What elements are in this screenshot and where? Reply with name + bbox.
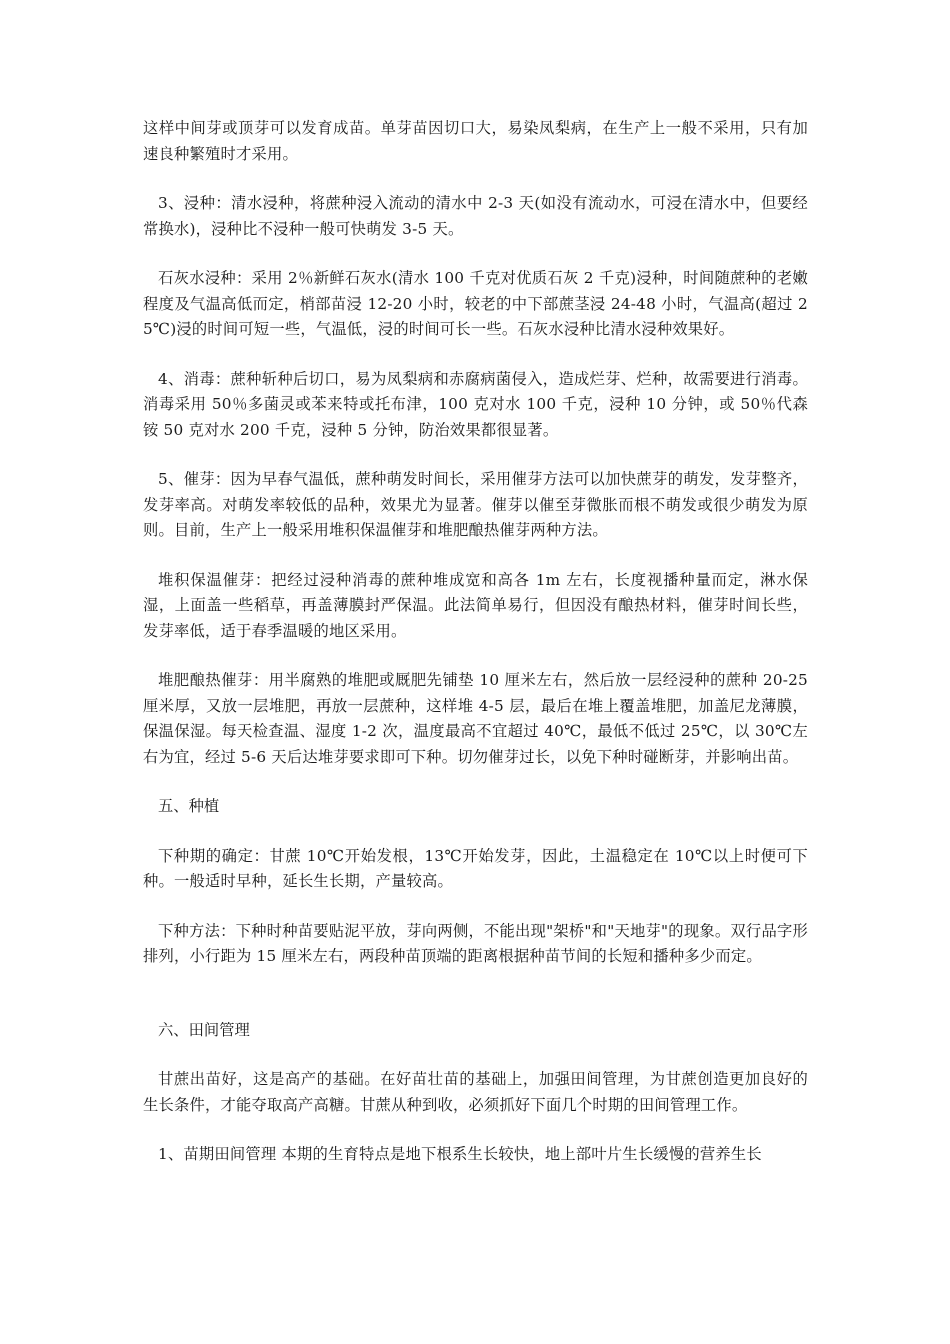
paragraph-disinfection: 4、消毒：蔗种斩种后切口，易为凤梨病和赤腐病菌侵入，造成烂芽、烂种，故需要进行消毒。消毒采用 50％多菌灵或苯来特或托布津，100 克对水 100 千克，浸种 10 分钟，或 50％代森铵 50 克对水 200 千克，浸种 5 分钟，防治效果都很显著。 — [143, 369, 808, 439]
paragraph-planting-time: 下种期的确定：甘蔗 10℃开始发根，13℃开始发芽，因此，土温稳定在 10℃以上时便可下种。一般适时早种，延长生长期，产量较高。 — [143, 846, 808, 890]
paragraph-field-management-intro: 甘蔗出苗好，这是高产的基础。在好苗壮苗的基础上，加强田间管理，为甘蔗创造更加良好的生长条件，才能夺取高产高糖。甘蔗从种到收，必须抓好下面几个时期的田间管理工作。 — [143, 1070, 808, 1114]
blank-line — [143, 994, 808, 1018]
paragraph-seed-bud-continued: 这样中间芽或顶芽可以发育成苗。单芽苗因切口大，易染凤梨病，在生产上一般不采用，只有加速良种繁殖时才采用。 — [143, 119, 808, 163]
paragraph-seedling-stage: 1、苗期田间管理 本期的生育特点是地下根系生长较快，地上部叶片生长缓慢的营养生长 — [158, 1145, 762, 1163]
paragraph-lime-soaking: 石灰水浸种：采用 2％新鲜石灰水(清水 100 千克对优质石灰 2 千克)浸种，时间随蔗种的老嫩程度及气温高低而定，梢部苗浸 12-20 小时，较老的中下部蔗茎浸 24-48 小时，气温高(超过 25℃)浸的时间可短一些，气温低，浸的时间可长一些。石灰水浸种比清水浸种效果好。 — [143, 269, 808, 338]
section-heading-field-management: 六、田间管理 — [158, 1020, 250, 1039]
paragraph-planting-method: 下种方法：下种时种苗要贴泥平放，芽向两侧，不能出现"架桥"和"天地芽"的现象。双行品字形排列，小行距为 15 厘米左右，两段种苗顶端的距离根据种苗节间的长短和播种多少而定。 — [143, 921, 808, 965]
paragraph-pile-heat-germination: 堆积保温催芽：把经过浸种消毒的蔗种堆成宽和高各 1m 左右，长度视播种量而定，淋水保湿，上面盖一些稻草，再盖薄膜封严保温。此法简单易行，但因没有酿热材料，催芽时间长些，发芽率低，适于春季温暖的地区采用。 — [143, 570, 808, 640]
paragraph-germination: 5、催芽：因为早春气温低，蔗种萌发时间长，采用催芽方法可以加快蔗芽的萌发，发芽整齐，发芽率高。对萌发率较低的品种，效果尤为显著。催芽以催至芽微胀而根不萌发或很少萌发为原则。目前，生产上一般采用堆积保温催芽和堆肥酿热催芽两种方法。 — [143, 470, 808, 539]
document-page — [143, 116, 808, 1192]
paragraph-soaking: 3、浸种：清水浸种，将蔗种浸入流动的清水中 2-3 天(如没有流动水，可浸在清水中，但要经常换水)，浸种比不浸种一般可快萌发 3-5 天。 — [143, 194, 808, 238]
paragraph-compost-germination: 堆肥酿热催芽：用半腐熟的堆肥或厩肥先铺垫 10 厘米左右，然后放一层经浸种的蔗种 20-25 厘米厚，又放一层堆肥，再放一层蔗种，这样堆 4-5 层，最后在堆上覆盖堆肥，加盖尼龙薄膜，保温保湿。每天检查温、湿度 1-2 次，温度最高不宜超过 40℃，最低不低过 25℃，以 30℃左右为宜，经过 5-6 天后达堆芽要求即可下种。切勿催芽过长，以免下种时碰断芽，并影响出苗。 — [143, 671, 808, 766]
section-heading-planting: 五、种植 — [158, 797, 220, 815]
